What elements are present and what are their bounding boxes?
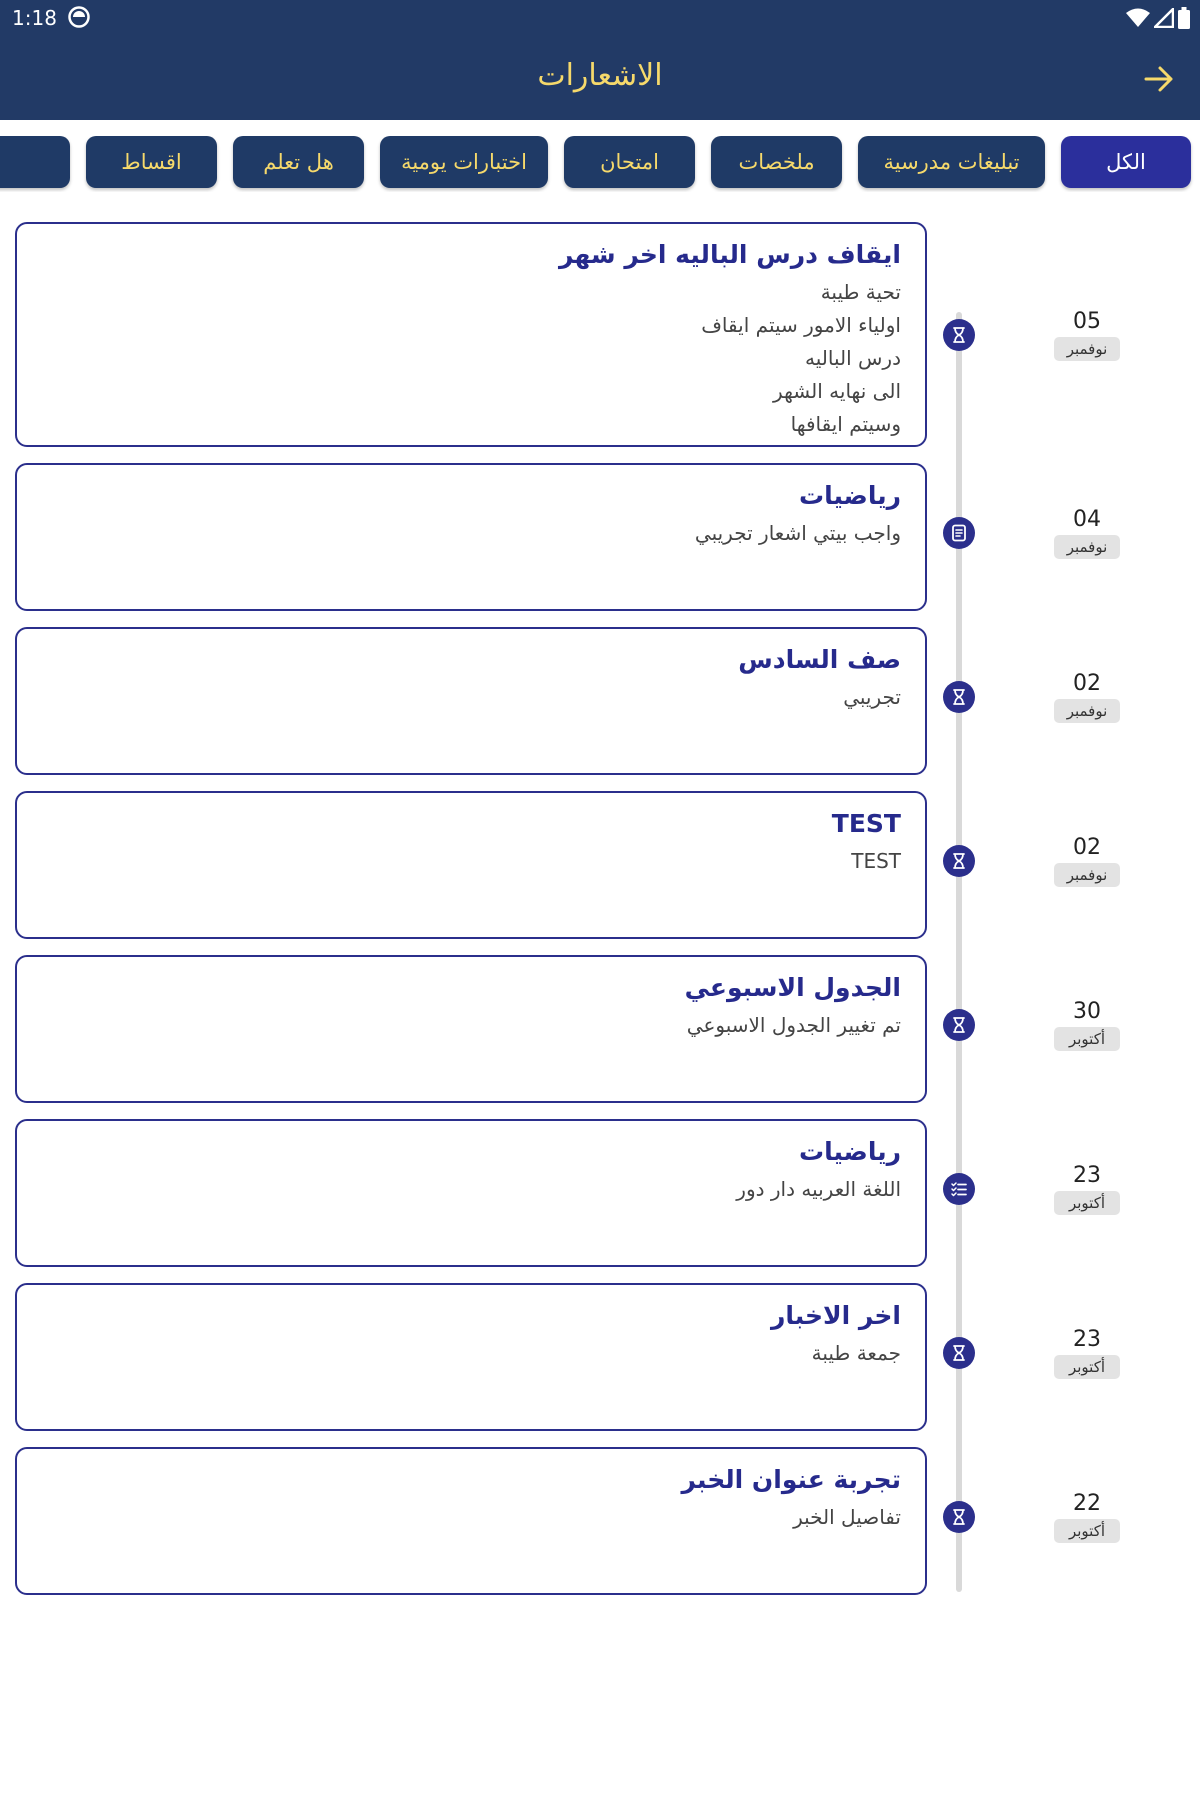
wifi-icon xyxy=(1126,8,1150,28)
hourglass-icon xyxy=(943,319,975,351)
status-time: 1:18 xyxy=(12,6,57,30)
notification-card[interactable] xyxy=(15,627,927,775)
signal-icon xyxy=(1154,8,1174,28)
notification-day: 02 xyxy=(1073,671,1101,696)
notification-title: TEST xyxy=(831,809,901,838)
notification-month: أكتوبر xyxy=(1054,1519,1120,1543)
notification-title: اخر الاخبار xyxy=(770,1301,901,1330)
notification-row xyxy=(0,627,1200,775)
notification-title: ايقاف درس الباليه اخر شهر xyxy=(559,240,901,269)
notification-body-line: وسيتم ايقافها xyxy=(790,412,901,436)
notification-body-line: تحية طيبة xyxy=(820,280,901,304)
hourglass-icon xyxy=(943,1501,975,1533)
filter-chip-installments[interactable]: اقساط xyxy=(86,136,217,188)
notification-body-line: تفاصيل الخبر xyxy=(793,1505,901,1529)
notification-day: 22 xyxy=(1073,1491,1101,1516)
filter-chip-subjects[interactable] xyxy=(0,136,70,188)
filter-chips xyxy=(0,136,1200,192)
notification-body xyxy=(687,1009,901,1042)
notification-row xyxy=(0,1447,1200,1595)
filter-chip-summaries[interactable]: ملخصات xyxy=(711,136,842,188)
notification-body-line: واجب بيتي اشعار تجريبي xyxy=(694,521,901,545)
notification-card[interactable] xyxy=(15,222,927,447)
notification-body xyxy=(812,1337,901,1370)
filter-chip-daily-tests[interactable]: اختبارات يومية xyxy=(380,136,548,188)
battery-icon xyxy=(1178,7,1190,29)
notification-month: نوفمبر xyxy=(1054,699,1120,723)
filter-chip-all[interactable]: الكل xyxy=(1061,136,1191,188)
notification-month: نوفمبر xyxy=(1054,337,1120,361)
notification-row xyxy=(0,1283,1200,1431)
hourglass-icon xyxy=(943,1009,975,1041)
notification-row xyxy=(0,222,1200,447)
hourglass-icon xyxy=(943,1337,975,1369)
notification-body-line: تم تغيير الجدول الاسبوعي xyxy=(686,1013,901,1037)
notification-body-line: درس الباليه xyxy=(805,346,901,370)
notification-body xyxy=(695,517,901,550)
notification-day: 05 xyxy=(1073,309,1101,334)
filter-chip-school-announcements[interactable]: تبليغات مدرسية xyxy=(858,136,1045,188)
notification-body-line: TEST xyxy=(851,849,901,873)
notification-body xyxy=(701,276,901,441)
notification-card[interactable] xyxy=(15,1283,927,1431)
notification-month: أكتوبر xyxy=(1054,1355,1120,1379)
notification-month: نوفمبر xyxy=(1054,863,1120,887)
back-arrow-icon[interactable] xyxy=(1142,62,1176,96)
notification-title: رياضيات xyxy=(798,1137,901,1166)
app-notification-icon xyxy=(68,6,90,28)
notification-body xyxy=(793,1501,901,1534)
notification-month: أكتوبر xyxy=(1054,1191,1120,1215)
notification-day: 04 xyxy=(1073,507,1101,532)
notification-body-line: تجريبي xyxy=(843,685,901,709)
notification-title: صف السادس xyxy=(738,645,901,674)
checklist-icon xyxy=(943,1173,975,1205)
notification-body-line: جمعة طيبة xyxy=(811,1341,901,1365)
notification-row xyxy=(0,955,1200,1103)
notification-day: 02 xyxy=(1073,835,1101,860)
notification-title: رياضيات xyxy=(798,481,901,510)
notification-body-line: الى نهايه الشهر xyxy=(773,379,901,403)
notification-body-line: اولياء الامور سيتم ايقاف xyxy=(701,313,901,337)
hourglass-icon xyxy=(943,845,975,877)
notification-month: نوفمبر xyxy=(1054,535,1120,559)
filter-chip-did-you-know[interactable]: هل تعلم xyxy=(233,136,364,188)
filter-chip-exam[interactable]: امتحان xyxy=(564,136,695,188)
page-title: الاشعارات xyxy=(537,58,663,93)
notification-card[interactable] xyxy=(15,1119,927,1267)
notification-row xyxy=(0,1119,1200,1267)
notification-row xyxy=(0,791,1200,939)
notification-card[interactable] xyxy=(15,791,927,939)
notification-card[interactable] xyxy=(15,1447,927,1595)
notification-card[interactable] xyxy=(15,463,927,611)
status-bar xyxy=(0,0,1200,38)
notification-body xyxy=(736,1173,901,1206)
status-indicators xyxy=(1126,6,1190,30)
notification-day: 23 xyxy=(1073,1163,1101,1188)
notification-day: 23 xyxy=(1073,1327,1101,1352)
notification-day: 30 xyxy=(1073,999,1101,1024)
notification-row xyxy=(0,463,1200,611)
notification-title: تجربة عنوان الخبر xyxy=(681,1465,901,1494)
document-icon xyxy=(943,517,975,549)
notification-body xyxy=(843,681,901,714)
notification-body xyxy=(851,845,901,878)
notification-title: الجدول الاسبوعي xyxy=(684,973,901,1002)
notification-body-line: اللغة العربيه دار دور xyxy=(736,1177,901,1201)
notification-card[interactable] xyxy=(15,955,927,1103)
notification-month: أكتوبر xyxy=(1054,1027,1120,1051)
app-bar xyxy=(0,38,1200,120)
hourglass-icon xyxy=(943,681,975,713)
